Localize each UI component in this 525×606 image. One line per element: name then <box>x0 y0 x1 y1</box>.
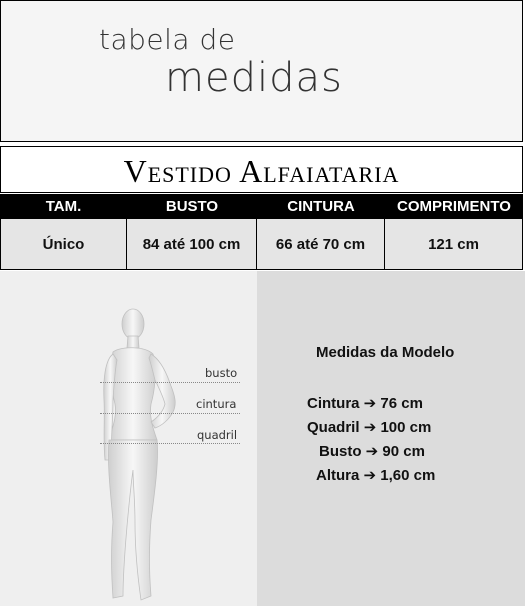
column-header-length: COMPRIMENTO <box>397 198 511 215</box>
cell-waist: 66 até 70 cm <box>257 219 385 269</box>
mannequin-figure <box>95 300 245 605</box>
model-stat-height <box>316 466 435 484</box>
model-stat-waist <box>307 394 423 412</box>
model-stat-bust <box>319 442 425 460</box>
column-header-size: TAM. <box>45 198 82 215</box>
stat-value: 100 cm <box>380 419 432 436</box>
arrow-icon: ➔ <box>363 395 377 412</box>
stat-label: Busto <box>319 443 362 460</box>
stat-value: 90 cm <box>382 443 425 460</box>
bust-guide-line <box>100 382 240 383</box>
cell-bust: 84 até 100 cm <box>127 219 257 269</box>
column-header-waist: CINTURA <box>287 198 355 215</box>
model-measurements-panel <box>257 271 525 606</box>
bust-label: busto <box>205 366 238 380</box>
size-table-header <box>0 194 523 219</box>
header-line-1: tabela de <box>99 23 236 56</box>
arrow-icon: ➔ <box>363 467 377 484</box>
model-measurements-title: Medidas da Modelo <box>316 344 455 361</box>
cell-size: Único <box>0 219 127 269</box>
waist-guide-line <box>100 413 240 414</box>
stat-value: 1,60 cm <box>380 467 436 484</box>
waist-label: cintura <box>196 397 237 411</box>
header-banner <box>0 0 523 142</box>
hip-label: quadril <box>197 428 238 442</box>
stat-label: Altura <box>316 467 360 484</box>
header-line-2: medidas <box>165 55 343 101</box>
product-title: Vestido Alfaiataria <box>123 153 400 189</box>
stat-label: Cintura <box>307 395 360 412</box>
stat-label: Quadril <box>307 419 360 436</box>
stat-value: 76 cm <box>380 395 423 412</box>
hip-guide-line <box>100 443 240 444</box>
product-title-band <box>0 146 523 193</box>
column-header-bust: BUSTO <box>165 198 219 215</box>
size-table-row <box>0 219 523 270</box>
model-stat-hip <box>307 418 431 436</box>
arrow-icon: ➔ <box>363 419 377 436</box>
cell-length: 121 cm <box>385 219 523 269</box>
arrow-icon: ➔ <box>365 443 379 460</box>
